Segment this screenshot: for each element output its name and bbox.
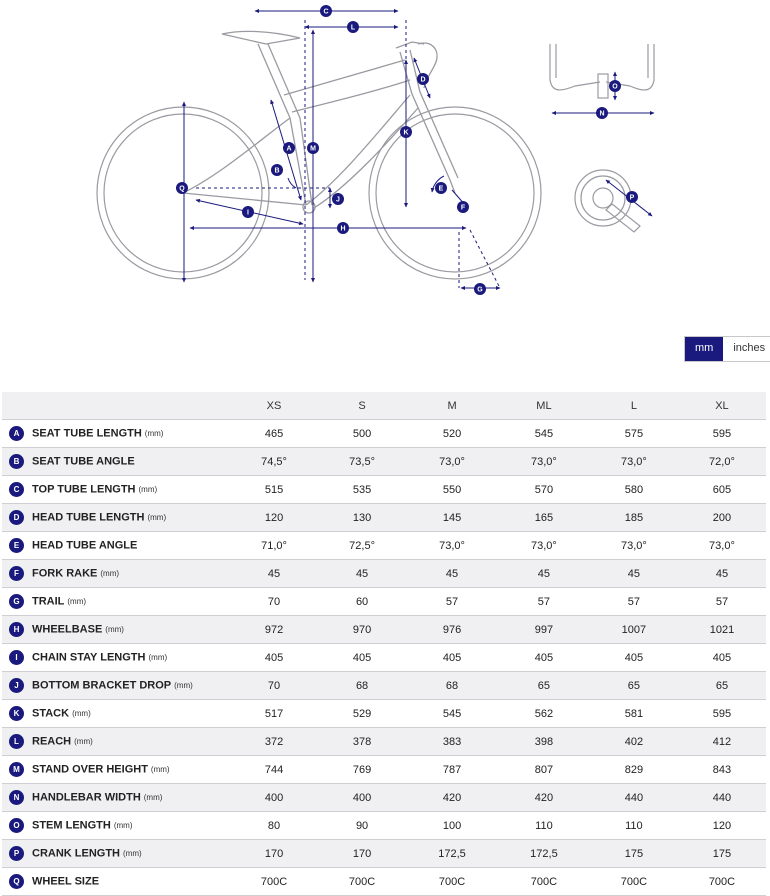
- measurement-unit: (mm): [143, 793, 163, 802]
- table-cell: 550: [406, 476, 498, 504]
- diagram-badge-k: [400, 126, 412, 138]
- svg-text:D: D: [420, 76, 426, 84]
- svg-text:H: H: [340, 225, 346, 233]
- table-cell: 73,0°: [590, 448, 678, 476]
- table-cell: 405: [230, 644, 318, 672]
- table-cell: 170: [318, 840, 406, 868]
- measurement-letter-badge: E: [9, 538, 24, 553]
- table-cell: 72,0°: [678, 448, 766, 476]
- table-cell: 970: [318, 616, 406, 644]
- table-cell: 73,0°: [406, 448, 498, 476]
- table-cell: 383: [406, 728, 498, 756]
- measurement-label: [2, 560, 230, 588]
- measurement-label: [2, 672, 230, 700]
- table-row: [2, 420, 766, 448]
- header-size-m: M: [406, 392, 498, 420]
- table-cell: 170: [230, 840, 318, 868]
- table-cell: 70: [230, 588, 318, 616]
- measurement-name: SEAT TUBE ANGLE: [32, 455, 135, 468]
- measurement-label: [2, 420, 230, 448]
- table-row: [2, 448, 766, 476]
- measurement-label: [2, 840, 230, 868]
- measurement-label: [2, 756, 230, 784]
- table-cell: 65: [590, 672, 678, 700]
- table-cell: 120: [678, 812, 766, 840]
- svg-text:Q: Q: [179, 185, 185, 193]
- measurement-label: [2, 868, 230, 896]
- table-row: [2, 672, 766, 700]
- table-cell: 185: [590, 504, 678, 532]
- header-size-l: L: [590, 392, 678, 420]
- table-cell: 57: [406, 588, 498, 616]
- table-cell: 45: [230, 560, 318, 588]
- table-header-row: [2, 392, 766, 420]
- table-cell: 72,5°: [318, 532, 406, 560]
- table-row: [2, 616, 766, 644]
- table-cell: 73,0°: [590, 532, 678, 560]
- measurement-name: CHAIN STAY LENGTH: [32, 651, 146, 664]
- svg-text:G: G: [477, 286, 483, 294]
- measurement-unit: (mm): [100, 569, 120, 578]
- table-cell: 412: [678, 728, 766, 756]
- handlebar-detail: [550, 44, 654, 98]
- measurement-letter-badge: A: [9, 426, 24, 441]
- table-cell: 807: [498, 756, 590, 784]
- table-cell: 45: [678, 560, 766, 588]
- table-cell: 71,0°: [230, 532, 318, 560]
- table-cell: 570: [498, 476, 590, 504]
- measurement-letter-badge: Q: [9, 874, 24, 889]
- geometry-table: [2, 392, 766, 896]
- measurement-letter-badge: H: [9, 622, 24, 637]
- table-cell: 175: [678, 840, 766, 868]
- table-cell: 700C: [678, 868, 766, 896]
- diagram-badge-c: [320, 5, 332, 17]
- diagram-badge-f: [457, 201, 469, 213]
- measurement-letter-badge: G: [9, 594, 24, 609]
- measurement-name: HEAD TUBE ANGLE: [32, 539, 138, 552]
- table-cell: 744: [230, 756, 318, 784]
- bike-frame: [183, 31, 458, 213]
- measurement-letter-badge: C: [9, 482, 24, 497]
- table-cell: 120: [230, 504, 318, 532]
- table-cell: 562: [498, 700, 590, 728]
- measurement-letter-badge: I: [9, 650, 24, 665]
- measurement-letter-badge: K: [9, 706, 24, 721]
- table-cell: 829: [590, 756, 678, 784]
- table-cell: 1021: [678, 616, 766, 644]
- measurement-letter-badge: B: [9, 454, 24, 469]
- table-cell: 515: [230, 476, 318, 504]
- table-row: [2, 812, 766, 840]
- table-cell: 440: [590, 784, 678, 812]
- table-cell: 68: [406, 672, 498, 700]
- table-cell: 997: [498, 616, 590, 644]
- svg-text:P: P: [629, 194, 635, 202]
- measurement-label: [2, 588, 230, 616]
- diagram-badge-b: [271, 164, 283, 176]
- measurement-letter-badge: N: [9, 790, 24, 805]
- diagram-badge-l: [347, 21, 359, 33]
- unit-inches-button[interactable]: inches: [723, 337, 770, 361]
- measurement-name: HANDLEBAR WIDTH: [32, 791, 141, 804]
- diagram-badge-j: [332, 193, 344, 205]
- measurement-label: [2, 728, 230, 756]
- measurement-name: CRANK LENGTH: [32, 847, 120, 860]
- table-cell: 520: [406, 420, 498, 448]
- measurement-unit: (mm): [123, 849, 142, 858]
- svg-text:E: E: [438, 185, 444, 193]
- measurement-letter-badge: O: [9, 818, 24, 833]
- header-size-ml: ML: [498, 392, 590, 420]
- table-cell: 73,0°: [498, 532, 590, 560]
- table-row: [2, 644, 766, 672]
- header-size-xl: XL: [678, 392, 766, 420]
- table-cell: 405: [498, 644, 590, 672]
- table-row: [2, 532, 766, 560]
- table-cell: 68: [318, 672, 406, 700]
- table-cell: 175: [590, 840, 678, 868]
- table-row: [2, 504, 766, 532]
- table-cell: 575: [590, 420, 678, 448]
- measurement-letter-badge: F: [9, 566, 24, 581]
- table-cell: 172,5: [498, 840, 590, 868]
- svg-text:O: O: [612, 83, 618, 91]
- table-cell: 595: [678, 420, 766, 448]
- table-row: [2, 840, 766, 868]
- svg-text:M: M: [310, 145, 316, 153]
- diagram-badge-g: [474, 283, 486, 295]
- table-row: [2, 756, 766, 784]
- diagram-badge-n: [596, 107, 608, 119]
- table-cell: 165: [498, 504, 590, 532]
- measurement-unit: (mm): [174, 681, 193, 690]
- diagram-badge-i: [242, 206, 254, 218]
- diagram-badge-q: [176, 182, 188, 194]
- table-cell: 420: [498, 784, 590, 812]
- table-cell: 110: [590, 812, 678, 840]
- measurement-letter-badge: L: [9, 734, 24, 749]
- svg-text:K: K: [403, 129, 409, 137]
- measurement-label: [2, 644, 230, 672]
- table-cell: 65: [498, 672, 590, 700]
- measurement-label: [2, 784, 230, 812]
- table-cell: 1007: [590, 616, 678, 644]
- measurement-name: STAND OVER HEIGHT: [32, 763, 148, 776]
- table-cell: 100: [406, 812, 498, 840]
- measurement-unit: (mm): [105, 625, 124, 634]
- table-cell: 580: [590, 476, 678, 504]
- diagram-badge-o: [609, 80, 621, 92]
- measurement-label: [2, 504, 230, 532]
- table-cell: 372: [230, 728, 318, 756]
- diagram-badge-h: [337, 222, 349, 234]
- table-cell: 405: [590, 644, 678, 672]
- table-cell: 73,0°: [498, 448, 590, 476]
- measurement-label: [2, 700, 230, 728]
- measurement-letter-badge: M: [9, 762, 24, 777]
- table-cell: 172,5: [406, 840, 498, 868]
- table-row: [2, 476, 766, 504]
- table-cell: 787: [406, 756, 498, 784]
- table-cell: 535: [318, 476, 406, 504]
- measurement-unit: (mm): [67, 597, 87, 606]
- measurement-label: [2, 616, 230, 644]
- svg-text:N: N: [599, 110, 605, 118]
- measurement-letter-badge: D: [9, 510, 24, 525]
- measurement-name: STACK: [32, 707, 70, 720]
- table-cell: 73,0°: [678, 532, 766, 560]
- table-cell: 60: [318, 588, 406, 616]
- table-cell: 605: [678, 476, 766, 504]
- measurement-unit: (mm): [72, 709, 91, 718]
- table-cell: 65: [678, 672, 766, 700]
- table-cell: 400: [230, 784, 318, 812]
- table-cell: 73,0°: [406, 532, 498, 560]
- svg-text:F: F: [460, 204, 466, 212]
- svg-text:I: I: [247, 209, 249, 217]
- table-cell: 700C: [230, 868, 318, 896]
- diagram-badge-e: [435, 182, 447, 194]
- measurement-letter-badge: P: [9, 846, 24, 861]
- table-cell: 130: [318, 504, 406, 532]
- table-cell: 700C: [318, 868, 406, 896]
- measurement-name: SEAT TUBE LENGTH: [32, 427, 142, 440]
- svg-text:A: A: [286, 145, 292, 153]
- table-row: [2, 784, 766, 812]
- table-cell: 200: [678, 504, 766, 532]
- measurement-label: [2, 448, 230, 476]
- measurement-name: HEAD TUBE LENGTH: [32, 511, 145, 524]
- diagram-badge-m: [307, 142, 319, 154]
- table-cell: 405: [406, 644, 498, 672]
- handlebar-dims: [552, 72, 654, 113]
- table-cell: 769: [318, 756, 406, 784]
- table-cell: 465: [230, 420, 318, 448]
- diagram-badge-p: [626, 191, 638, 203]
- measurement-letter-badge: J: [9, 678, 24, 693]
- table-cell: 972: [230, 616, 318, 644]
- table-cell: 57: [590, 588, 678, 616]
- diagram-badge-d: [417, 73, 429, 85]
- table-cell: 440: [678, 784, 766, 812]
- unit-mm-button[interactable]: mm: [685, 337, 723, 361]
- svg-text:J: J: [336, 196, 340, 204]
- table-cell: 90: [318, 812, 406, 840]
- measurement-name: WHEELBASE: [32, 623, 103, 636]
- svg-text:L: L: [350, 24, 356, 32]
- table-cell: 110: [498, 812, 590, 840]
- table-cell: 80: [230, 812, 318, 840]
- table-cell: 843: [678, 756, 766, 784]
- table-cell: 73,5°: [318, 448, 406, 476]
- table-row: [2, 728, 766, 756]
- table-cell: 700C: [406, 868, 498, 896]
- table-row: [2, 588, 766, 616]
- measurement-name: TRAIL: [32, 595, 65, 608]
- measurement-name: TOP TUBE LENGTH: [32, 483, 136, 496]
- table-cell: 57: [498, 588, 590, 616]
- table-cell: 74,5°: [230, 448, 318, 476]
- table-cell: 398: [498, 728, 590, 756]
- table-cell: 402: [590, 728, 678, 756]
- table-cell: 400: [318, 784, 406, 812]
- measurement-name: FORK RAKE: [32, 567, 98, 580]
- measurement-name: STEM LENGTH: [32, 819, 111, 832]
- measurement-label: [2, 476, 230, 504]
- table-row: [2, 560, 766, 588]
- table-cell: 420: [406, 784, 498, 812]
- svg-text:B: B: [274, 167, 280, 175]
- table-cell: 500: [318, 420, 406, 448]
- table-cell: 529: [318, 700, 406, 728]
- measurement-unit: (mm): [74, 737, 93, 746]
- table-cell: 45: [406, 560, 498, 588]
- diagram-badge-a: [283, 142, 295, 154]
- table-row: [2, 868, 766, 896]
- header-measurement: [2, 392, 230, 420]
- measurement-unit: (mm): [144, 429, 164, 438]
- measurement-label: [2, 532, 230, 560]
- measurement-name: REACH: [32, 735, 72, 748]
- table-cell: 545: [406, 700, 498, 728]
- measurement-unit: (mm): [148, 653, 168, 662]
- header-size-s: S: [318, 392, 406, 420]
- table-cell: 45: [318, 560, 406, 588]
- table-cell: 976: [406, 616, 498, 644]
- measurement-unit: (mm): [147, 513, 167, 522]
- table-cell: 405: [318, 644, 406, 672]
- measurement-label: [2, 812, 230, 840]
- table-cell: 700C: [590, 868, 678, 896]
- table-cell: 595: [678, 700, 766, 728]
- table-cell: 378: [318, 728, 406, 756]
- measurement-name: WHEEL SIZE: [32, 875, 100, 888]
- table-cell: 57: [678, 588, 766, 616]
- table-cell: 545: [498, 420, 590, 448]
- table-cell: 581: [590, 700, 678, 728]
- svg-text:C: C: [323, 8, 329, 16]
- table-cell: 405: [678, 644, 766, 672]
- table-cell: 70: [230, 672, 318, 700]
- measurement-unit: (mm): [138, 485, 158, 494]
- bike-geometry-diagram: [0, 0, 770, 330]
- measurement-unit: (mm): [150, 765, 170, 774]
- table-cell: 145: [406, 504, 498, 532]
- dimension-lines: [184, 8, 500, 288]
- table-cell: 45: [590, 560, 678, 588]
- measurement-unit: (mm): [113, 821, 133, 830]
- table-cell: 517: [230, 700, 318, 728]
- table-cell: 45: [498, 560, 590, 588]
- unit-toggle: [684, 336, 770, 362]
- table-cell: 700C: [498, 868, 590, 896]
- table-row: [2, 700, 766, 728]
- header-size-xs: XS: [230, 392, 318, 420]
- measurement-name: BOTTOM BRACKET DROP: [32, 679, 172, 692]
